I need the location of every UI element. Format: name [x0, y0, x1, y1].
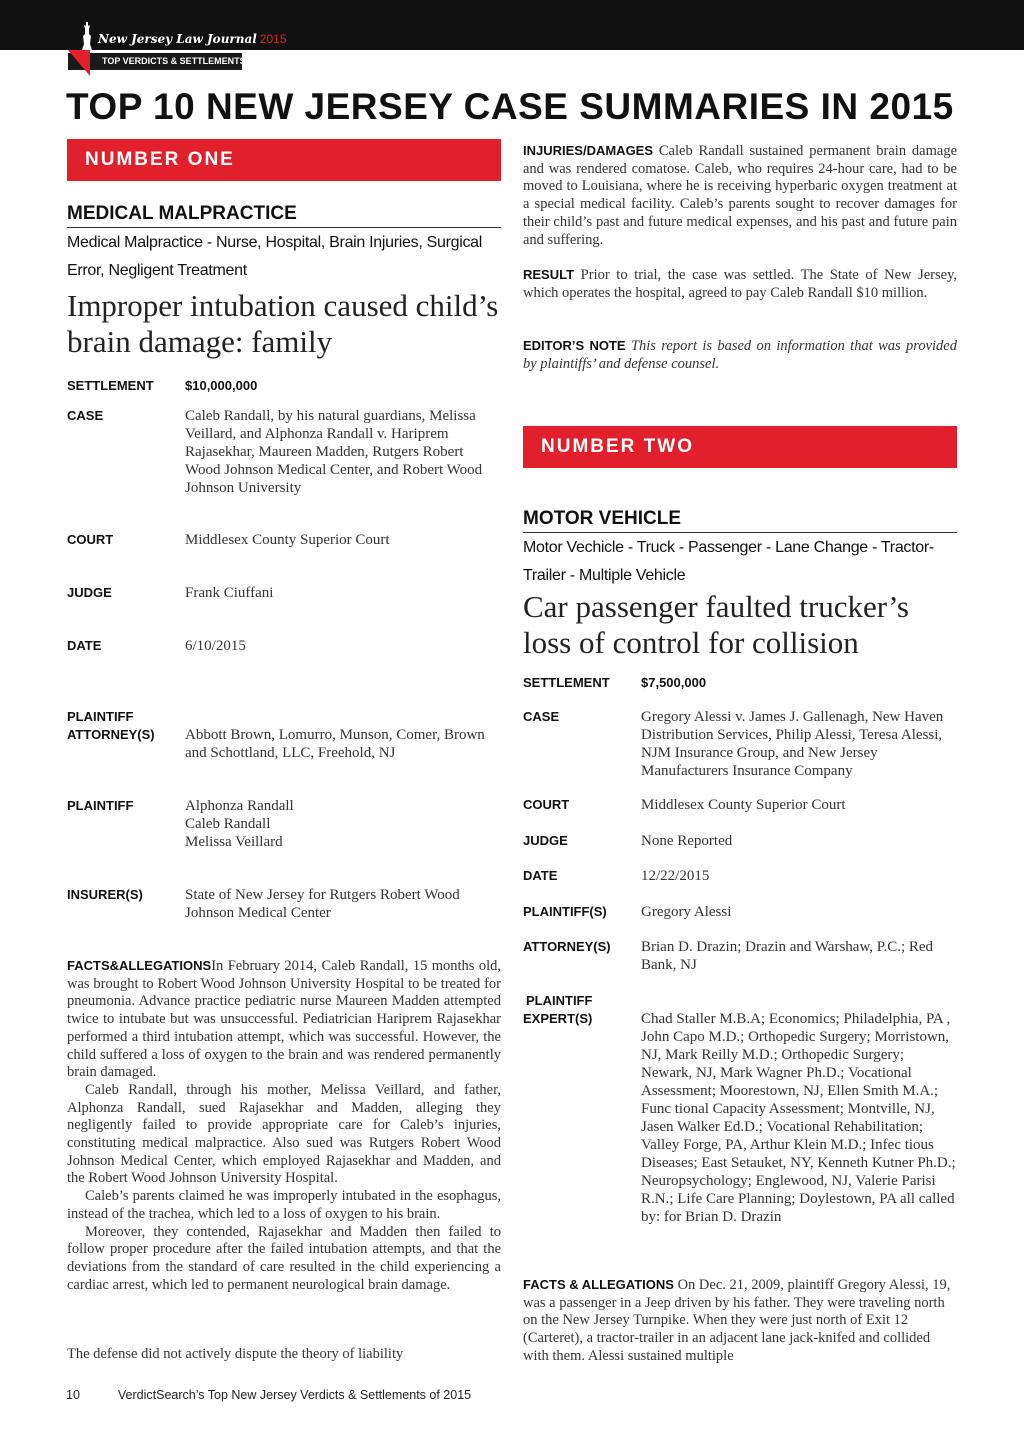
- case1-plaintiff-value: Alphonza Randall Caleb Randall Melissa Veillard: [185, 798, 294, 850]
- case2-facts: FACTS & ALLEGATIONS On Dec. 21, 2009, plaintiff Gregory Alessi, 19, was a passenger in a Jeep driven by his father. They were traveling north on the New Jersey Turnpike. When they were just north of Exit 12 (Carteret), a tractor-trailer in an adjacent lane jack-knifed and collided with them. Alessi sustained multiple: [523, 1277, 951, 1364]
- case1-facts-continued: The defense did not actively dispute the theory of liability: [67, 1346, 404, 1362]
- case2-date-label: DATE: [523, 868, 558, 883]
- case2-settlement-label: SETTLEMENT: [523, 675, 610, 690]
- case1-injuries: INJURIES/DAMAGES Caleb Randall sustained permanent brain damage and was rendered comatose. Caleb, who requires 24-hour care, had to be moved to Louisiana, where he is receiving hyperbaric oxygen treatment at a special medical facility. Caleb’s parents sought to recover damages for their child’s past and future medical expenses, and his past and future pain and suffering.: [523, 143, 957, 248]
- case1-court-value: Middlesex County Superior Court: [185, 532, 390, 548]
- case2-number-band: NUMBER TWO: [523, 426, 957, 468]
- case1-headline: Improper intubation caused child’s brain damage: family: [67, 288, 499, 359]
- case2-case-value: Gregory Alessi v. James J. Gallenagh, New Haven Distribution Services, Philip Alessi, Teresa Alessi, NJM Insurance Group, and New Jersey Manufacturers Insurance Company: [641, 709, 944, 779]
- case2-attorney-label: ATTORNEY(S): [523, 939, 611, 954]
- case1-date-label: DATE: [67, 638, 102, 653]
- page-footer: [66, 1388, 471, 1402]
- case1-settlement-value: $10,000,000: [185, 378, 258, 393]
- case2-expert-value: Chad Staller M.B.A; Economics; Philadelphia, PA , John Capo M.D.; Orthopedic Surgery; Morristown, NJ, Mark Reilly M.D.; Orthopedic Surgery; Newark, NJ, Mark Wagner Ph.D.; Vocational Assessment; Moorestown, NJ, Ellen Smith M.A.; Func tional Capacity Assessment; Montville, NJ, Jasen Walker Ed.D.; Vocational Rehabilitation; Valley Forge, PA, Arthur Klein M.D.; Infec tious Diseases; East Setauket, NY, Kenneth Kutner Ph.D.; Neuropsychology; Englewood, NJ, Valerie Parisi R.N.; Life Care Planning; Doylestown, PA all called by: for Brian D. Drazin: [641, 1011, 956, 1225]
- case1-court-label: COURT: [67, 532, 114, 547]
- case1-facts: FACTS&ALLEGATIONSIn February 2014, Caleb Randall, 15 months old, was brought to Robert Wood Johnson University Hospital to be treated for pneumonia. Advance practice pediatric nurse Maureen Madden attempted twice to intubate but was unsuccessful. Pediatrician Hariprem Rajasekhar performed a third intubation attempt, which was successful. However, the child suffered a loss of oxygen to the brain and was rendered permanently brain damaged. Caleb Randall, through his mother, Melissa Veillard, and father, Alphonza Randall, sued Rajasekhar and Madden, alleging they negligently failed to provide appropriate care for Caleb’s injuries, constituting medical malpractice. Also sued was Rutgers Robert Wood Johnson Medical Center, which employed Rajasekhar and Madden, and the Robert Wood Johnson University Hospital. Caleb’s parents claimed he was improperly intubated in the esophagus, instead of the trachea, which led to a loss of oxygen to his brain. Moreover, they contended, Rajasekhar and Madden then failed to follow proper procedure after the failed intubation attempts, and that the deviations from the standard of care resulted in the child experiencing a cardiac arrest, which led to permanent neurological brain damage.: [67, 958, 501, 1293]
- case2-court-label: COURT: [523, 797, 570, 812]
- page-title: TOP 10 NEW JERSEY CASE SUMMARIES IN 2015: [66, 86, 954, 127]
- case2-court-value: Middlesex County Superior Court: [641, 797, 846, 813]
- masthead-year: 2015: [259, 32, 287, 46]
- footer-text: VerdictSearch’s Top New Jersey Verdicts & Settlements of 2015: [117, 1388, 472, 1402]
- case2-date-value: 12/22/2015: [641, 868, 710, 884]
- case1-case-label: CASE: [67, 408, 104, 423]
- case2-settlement-value: $7,500,000: [641, 675, 707, 690]
- case2-plaintiff-value: Gregory Alessi: [641, 904, 732, 920]
- case2-category: MOTOR VEHICLE: [523, 508, 957, 533]
- case1-date-value: 6/10/2015: [185, 638, 246, 654]
- case1-plaintiff-attorney-value: Abbott Brown, Lomurro, Munson, Comer, Brown and Schottland, LLC, Freehold, NJ: [185, 727, 485, 761]
- masthead-subtitle: TOP VERDICTS & SETTLEMENTS NJ: [68, 53, 242, 70]
- case1-insurer-label: INSURER(S): [67, 887, 143, 902]
- case2-attorney-value: Brian D. Drazin; Drazin and Warshaw, P.C.; Red Bank, NJ: [641, 939, 934, 973]
- case2-judge-value: None Reported: [641, 833, 733, 849]
- case1-number-band: NUMBER ONE: [67, 139, 501, 181]
- case1-editor-note: EDITOR’S NOTE This report is based on information that was provided by plaintiffs’ and defense counsel.: [523, 338, 957, 372]
- case1-judge-label: JUDGE: [67, 585, 112, 600]
- case1-result-label: RESULT: [523, 267, 575, 282]
- case1-plaintiff-label: PLAINTIFF: [67, 798, 134, 813]
- masthead-chevron-icon: [68, 50, 90, 76]
- case1-injuries-label: INJURIES/DAMAGES: [523, 143, 654, 158]
- case1-editor-note-label: EDITOR’S NOTE: [523, 338, 626, 353]
- case1-plaintiff-attorney-label: PLAINTIFF ATTORNEY(S): [67, 709, 155, 742]
- page-number: 10: [66, 1388, 80, 1402]
- case1-tags: Medical Malpractice - Nurse, Hospital, Brain Injuries, Surgical Error, Negligent Treatment: [67, 234, 483, 279]
- case2-case-label: CASE: [523, 709, 560, 724]
- case1-result: RESULT Prior to trial, the case was settled. The State of New Jersey, which operates the hospital, agreed to pay Caleb Randall $10 million.: [523, 267, 958, 301]
- case1-facts-label: FACTS&ALLEGATIONS: [67, 958, 212, 973]
- case2-judge-label: JUDGE: [523, 833, 568, 848]
- case2-headline: Car passenger faulted trucker’s loss of control for collision: [523, 589, 909, 660]
- case2-expert-label: PLAINTIFF EXPERT(S): [523, 993, 593, 1026]
- case1-case-value: Caleb Randall, by his natural guardians, Melissa Veillard, and Alphonza Randall v. Hariprem Rajasekhar, Maureen Madden, Rutgers Robert Wood Johnson Medical Center, and Robert Wood Johnson University: [185, 408, 483, 496]
- case2-plaintiff-label: PLAINTIFF(S): [523, 904, 607, 919]
- case1-insurer-value: State of New Jersey for Rutgers Robert Wood Johnson Medical Center: [185, 887, 460, 921]
- masthead-title: New Jersey Law Journal 2015: [98, 32, 287, 46]
- statue-of-liberty-icon: [80, 22, 94, 50]
- case1-judge-value: Frank Ciuffani: [185, 585, 274, 601]
- case1-settlement-label: SETTLEMENT: [67, 378, 154, 393]
- case2-tags: Motor Vechicle - Truck - Passenger - Lane Change - Tractor-Trailer - Multiple Vehicle: [523, 539, 934, 584]
- case2-facts-label: FACTS & ALLEGATIONS: [523, 1277, 674, 1292]
- case1-category: MEDICAL MALPRACTICE: [67, 203, 501, 228]
